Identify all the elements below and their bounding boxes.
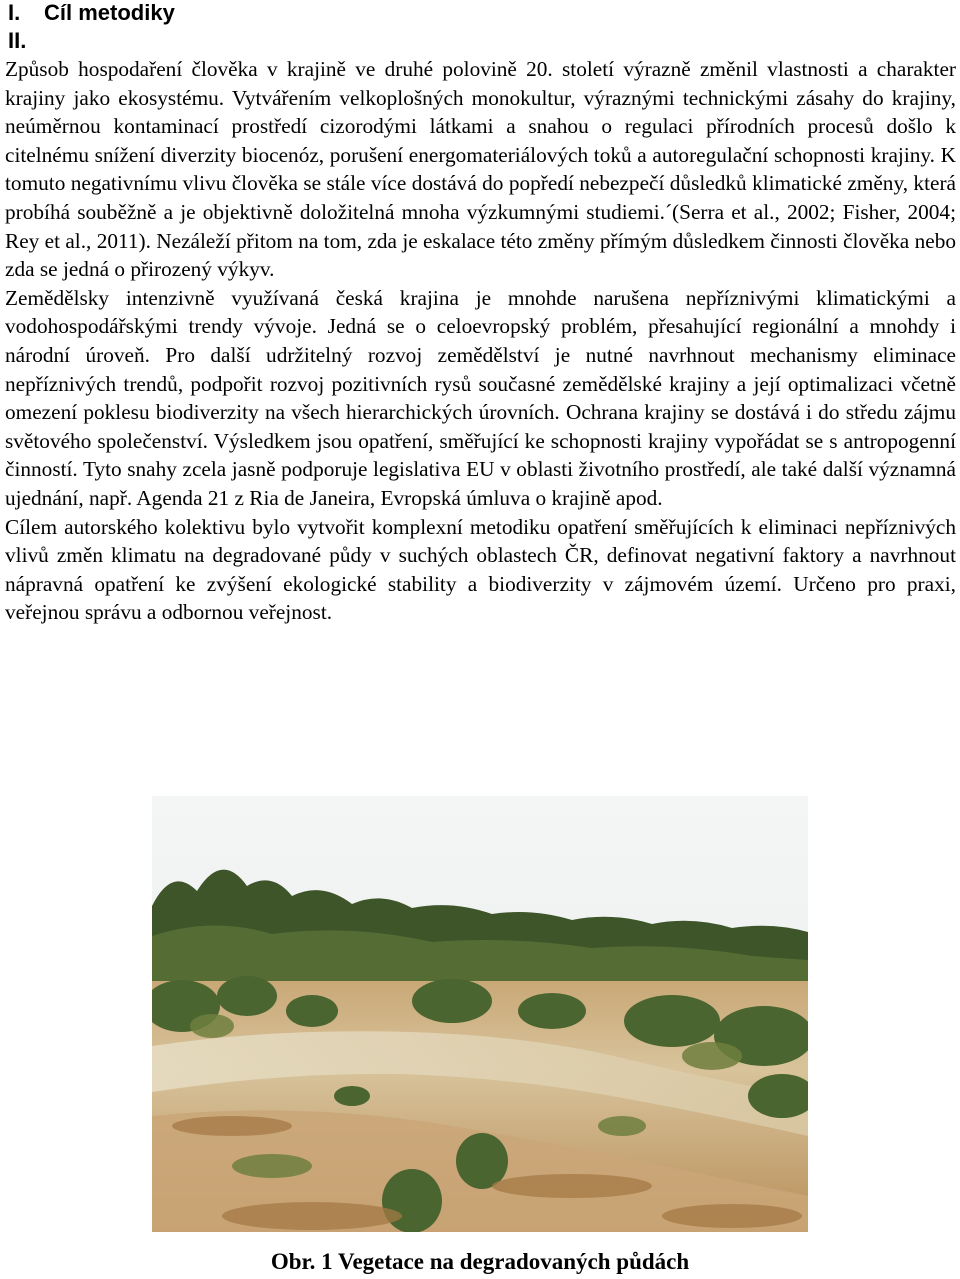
heading-number: II. (8, 28, 27, 53)
section-heading-1 (8, 0, 175, 26)
paragraph-3: Cílem autorského kolektivu bylo vytvořit komplexní metodiku opatření směřujících k eliminaci nepříznivých vlivů změn klimatu na degradované půdy v suchých oblastech ČR, definovat negativní faktory a navrhnout nápravná opatření ke zvýšení ekologické stability a biodiverzity v zájmovém území. Určeno pro praxi, veřejnou správu a odbornou veřejnost. (5, 514, 956, 625)
section-heading-2 (8, 28, 44, 54)
paragraph-2: Zemědělsky intenzivně využívaná česká krajina je mnohde narušena nepříznivými klimatickými a vodohospodářskými trendy vývoje. Jedná se o celoevropský problém, přesahující regionální a mnohdy i národní úroveň. Pro další udržitelný rozvoj zemědělství je nutné navrhnout mechanismy eliminace nepříznivých trendů, podpořit rozvoj pozitivních rysů současné zemědělské krajiny a její optimalizaci včetně omezení poklesu biodiverzity na všech hierarchických úrovních. Ochrana krajiny se dostává i do středu zájmu světového společenství. Výsledkem jsou opatření, směřující ke schopnosti krajiny vypořádat se s antropogenní činností. Tyto snahy zcela jasně podporuje legislativa EU v oblasti životního prostředí, ale také další významná ujednání, např. Agenda 21 z Ria de Janeira, Evropská úmluva o krajině apod. (5, 285, 956, 510)
heading-number: I. (8, 0, 21, 25)
heading-title: Cíl metodiky (44, 0, 175, 25)
figure-caption: Obr. 1 Vegetace na degradovaných půdách (270, 1249, 690, 1274)
body-text (5, 55, 956, 627)
paragraph-1: Způsob hospodaření člověka v krajině ve druhé polovině 20. století výrazně změnil vlastnosti a charakter krajiny jako ekosystému. Vytvářením velkoplošných monokultur, výraznými technickými zásahy do krajiny, neúměrnou kontaminací prostředí cizorodými látkami a snahou o regulaci přírodních procesů došlo k citelnému snížení diverzity biocenóz, porušení energomateriálových toků a autoregulační schopnosti krajiny. K tomuto negativnímu vlivu člověka se stále více dostává do popředí nebezpečí důsledků klimatické změny, která probíhá souběžně a je objektivně doložitelná mnoha výzkumnými studiemi.´(Serra et al., 2002; Fisher, 2004; Rey et al., 2011). Nezáleží přitom na tom, zda je eskalace této změny přímým důsledkem činnosti člověka nebo zda se jedná o přirozený výkyv. (5, 57, 956, 282)
landscape-photo (152, 796, 808, 1232)
